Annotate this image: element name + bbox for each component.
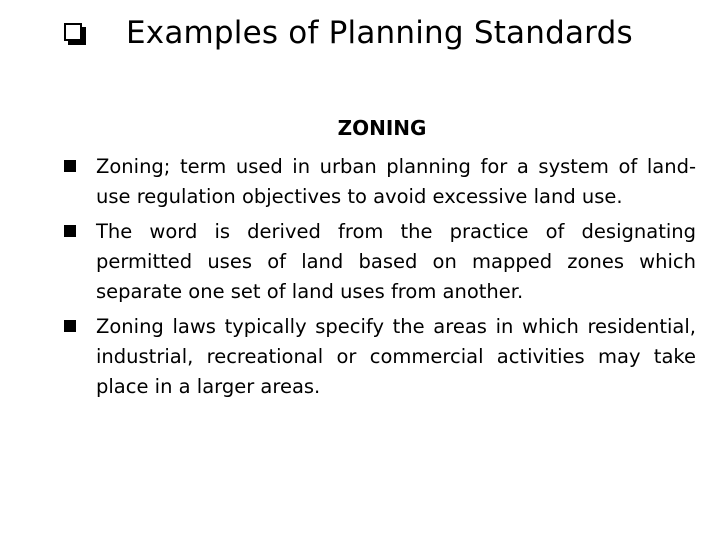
section-heading: ZONING <box>337 116 427 140</box>
filled-square-bullet-icon <box>64 320 76 332</box>
bullet-item <box>64 152 696 212</box>
bullet-text: Zoning laws typically specify the areas in which residential, industrial, recreational or commercial activities may take place in a larger areas. <box>96 315 696 398</box>
bullet-list <box>64 152 696 407</box>
bullet-text: The word is derived from the practice of designating permitted uses of land based on mapped zones which separate one set of land uses from another. <box>96 220 696 303</box>
bullet-item <box>64 217 696 307</box>
bullet-text: Zoning; term used in urban planning for a system of land-use regulation objectives to avoid excessive land use. <box>96 155 696 208</box>
slide-title: Examples of Planning Standards <box>126 15 633 51</box>
bullet-item <box>64 312 696 402</box>
hollow-square-bullet-icon <box>64 21 88 45</box>
title-row <box>64 8 633 58</box>
filled-square-bullet-icon <box>64 160 76 172</box>
filled-square-bullet-icon <box>64 225 76 237</box>
